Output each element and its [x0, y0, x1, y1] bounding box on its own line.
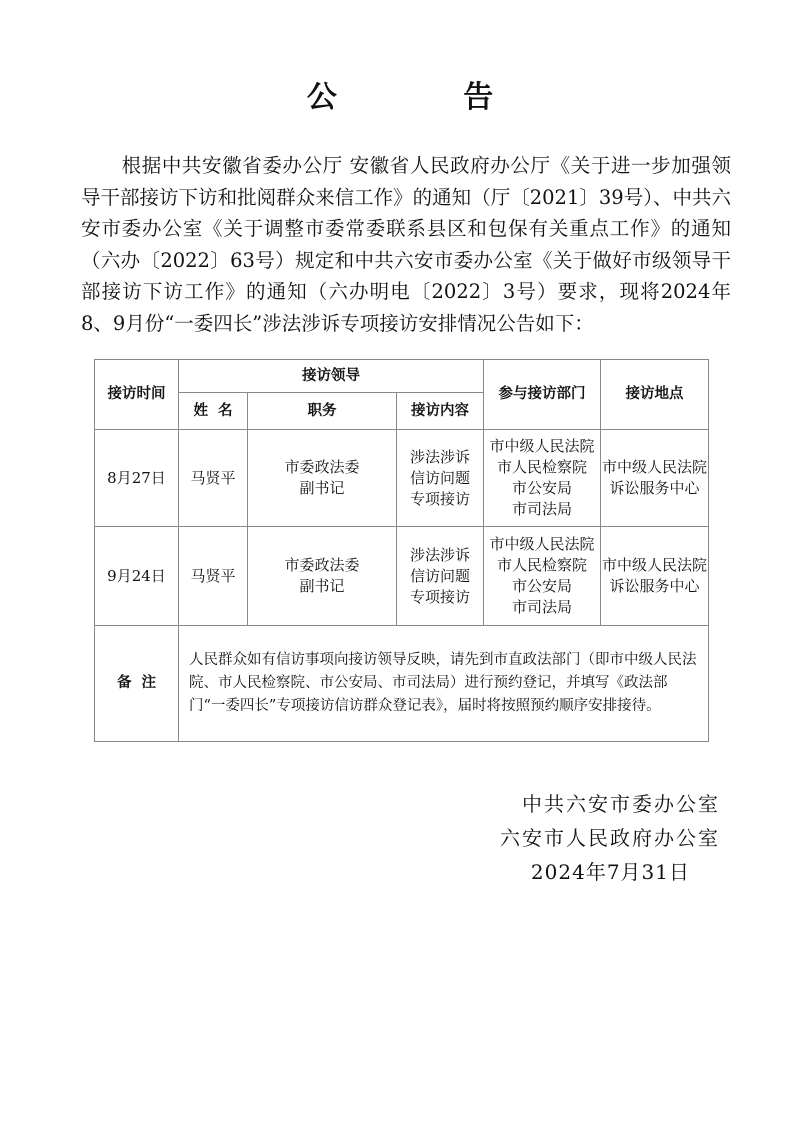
cell-position — [248, 527, 397, 626]
cell-name: 马贤平 — [179, 527, 248, 626]
note-text: 人民群众如有信访事项向接访领导反映，请先到市直政法部门（即市中级人民法院、市人民检察院、市公安局、市司法局）进行预约登记，并填写《政法部门“一委四长”专项接访信访群众登记表》，届时将按照预约顺序安排接待。 — [179, 626, 709, 742]
location-line: 市中级人民法院 — [602, 458, 708, 476]
department-line: 市公安局 — [512, 479, 573, 497]
department-line: 市人民检察院 — [497, 556, 588, 574]
content-line: 涉法涉诉 — [410, 545, 471, 564]
cell-location — [601, 430, 709, 527]
cell-content — [397, 527, 484, 626]
content-line: 信访问题 — [410, 468, 471, 487]
location-line: 诉讼服务中心 — [609, 479, 700, 497]
content-line: 专项接访 — [410, 587, 471, 606]
cell-date: 8月27日 — [95, 430, 179, 527]
department-line: 市中级人民法院 — [489, 437, 595, 455]
page-title: 公 告 — [306, 80, 552, 115]
cell-content — [397, 430, 484, 527]
note-row — [95, 626, 709, 742]
header-content: 接访内容 — [397, 393, 484, 430]
position-line: 副书记 — [299, 479, 345, 497]
table-row — [95, 430, 709, 527]
cell-name: 马贤平 — [179, 430, 248, 527]
cell-location — [601, 527, 709, 626]
header-time: 接访时间 — [95, 360, 179, 430]
cell-position — [248, 430, 397, 527]
cell-departments — [484, 527, 601, 626]
position-line: 市委政法委 — [284, 556, 360, 574]
location-line: 诉讼服务中心 — [609, 577, 700, 595]
note-label: 备 注 — [95, 626, 179, 742]
content-line: 涉法涉诉 — [410, 447, 471, 466]
header-departments: 参与接访部门 — [484, 360, 601, 430]
cell-departments — [484, 430, 601, 527]
position-line: 市委政法委 — [284, 458, 360, 476]
cell-date: 9月24日 — [95, 527, 179, 626]
department-line: 市司法局 — [512, 500, 573, 518]
department-line: 市司法局 — [512, 598, 573, 616]
header-leader-group: 接访领导 — [179, 360, 484, 393]
content-line: 信访问题 — [410, 566, 471, 585]
department-line: 市人民检察院 — [497, 458, 588, 476]
signature-org-party: 中共六安市委办公室 — [522, 792, 720, 816]
schedule-table — [94, 359, 709, 742]
location-line: 市中级人民法院 — [602, 556, 708, 574]
header-location: 接访地点 — [601, 360, 709, 430]
signature-date: 2024年7月31日 — [530, 860, 690, 884]
department-line: 市公安局 — [512, 577, 573, 595]
notice-paragraph-text: 根据中共安徽省委办公厅 安徽省人民政府办公厅《关于进一步加强领导干部接访下访和批阅群众来信工作》的通知（厅〔2021〕39号）、中共六安市委办公室《关于调整市委常委联系县区和包保有关重点工作》的通知（六办〔2022〕63号）规定和中共六安市委办公室《关于做好市级领导干部接访下访工作》的通知（六办明电〔2022〕3号）要求，现将2024年8、9月份“一委四长”涉法涉诉专项接访安排情况公告如下： — [81, 154, 731, 335]
content-line: 专项接访 — [410, 489, 471, 508]
table-row — [95, 527, 709, 626]
department-line: 市中级人民法院 — [489, 535, 595, 553]
notice-paragraph — [81, 150, 731, 339]
header-name: 姓 名 — [179, 393, 248, 430]
header-position: 职务 — [248, 393, 397, 430]
signature-org-government: 六安市人民政府办公室 — [500, 826, 720, 850]
position-line: 副书记 — [299, 577, 345, 595]
